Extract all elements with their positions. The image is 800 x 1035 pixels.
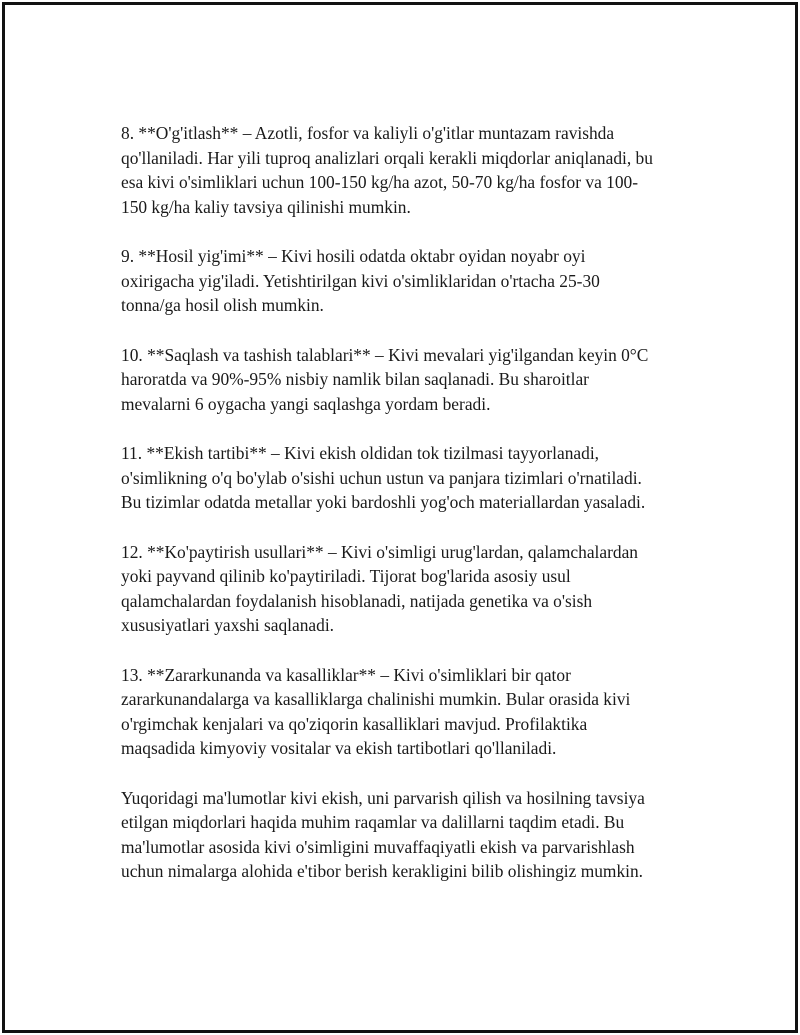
text-line: qalamchalardan foydalanish hisoblanadi, natijada genetika va o'sish	[121, 590, 593, 611]
text-line: xususiyatlari yaxshi saqlanadi.	[121, 615, 334, 635]
text-line: o'rgimchak kenjalari va qo'ziqorin kasalliklari mavjud. Profilaktika	[121, 713, 588, 734]
text-line: o'simlikning o'q bo'ylab o'sishi uchun ustun va panjara tizimlari o'rnatiladi.	[121, 467, 642, 488]
text-line: 10. **Saqlash va tashish talablari** – Kivi mevalari yig'ilgandan keyin 0°C	[121, 344, 649, 365]
paragraph-storage	[121, 343, 701, 417]
text-line: ma'lumotlar asosida kivi o'simligini muvaffaqiyatli ekish va parvarishlash	[121, 836, 635, 857]
text-line: 9. **Hosil yig'imi** – Kivi hosili odatda oktabr oyidan noyabr oyi	[121, 246, 586, 266]
paragraph-propagation	[121, 540, 701, 638]
text-line: tonna/ga hosil olish mumkin.	[121, 295, 324, 315]
document-body	[121, 121, 701, 909]
text-line: 8. **O'g'itlash** – Azotli, fosfor va kaliyli o'g'itlar muntazam ravishda	[121, 123, 615, 143]
text-line: qo'llaniladi. Har yili tuproq analizlari orqali kerakli miqdorlar aniqlanadi, bu	[121, 147, 653, 168]
text-line: esa kivi o'simliklari uchun 100-150 kg/ha azot, 50-70 kg/ha fosfor va 100-	[121, 172, 639, 192]
paragraph-fertilizing	[121, 121, 701, 219]
page-frame	[2, 2, 798, 1033]
text-line: haroratda va 90%-95% nisbiy namlik bilan saqlanadi. Bu sharoitlar	[121, 369, 589, 389]
text-line: oxirigacha yig'iladi. Yetishtirilgan kivi o'simliklaridan o'rtacha 25-30	[121, 270, 600, 291]
text-line: etilgan miqdorlari haqida muhim raqamlar va dalillarni taqdim etadi. Bu	[121, 812, 625, 832]
text-line: yoki payvand qilinib ko'paytiriladi. Tijorat bog'larida asosiy usul	[121, 566, 571, 586]
text-line: 11. **Ekish tartibi** – Kivi ekish oldidan tok tizilmasi tayyorlanadi,	[121, 443, 600, 463]
paragraph-summary	[121, 786, 701, 884]
text-line: maqsadida kimyoviy vositalar va ekish tartibotlari qo'llaniladi.	[121, 738, 557, 758]
paragraph-harvest	[121, 244, 701, 318]
text-line: 12. **Ko'paytirish usullari** – Kivi o'simligi urug'lardan, qalamchalardan	[121, 541, 639, 562]
paragraph-pests	[121, 663, 701, 761]
text-line: uchun nimalarga alohida e'tibor berish kerakligini bilib olishingiz mumkin.	[121, 861, 644, 881]
text-line: 150 kg/ha kaliy tavsiya qilinishi mumkin.	[121, 196, 411, 217]
paragraph-planting-order	[121, 441, 701, 515]
text-line: Yuqoridagi ma'lumotlar kivi ekish, uni parvarish qilish va hosilning tavsiya	[121, 787, 645, 808]
text-line: zararkunandalarga va kasalliklarga chalinishi mumkin. Bular orasida kivi	[121, 689, 631, 709]
text-line: mevalarni 6 oygacha yangi saqlashga yordam beradi.	[121, 393, 491, 414]
text-line: 13. **Zararkunanda va kasalliklar** – Kivi o'simliklari bir qator	[121, 664, 571, 685]
text-line: Bu tizimlar odatda metallar yoki bardoshli yog'och materiallardan yasaladi.	[121, 492, 646, 512]
